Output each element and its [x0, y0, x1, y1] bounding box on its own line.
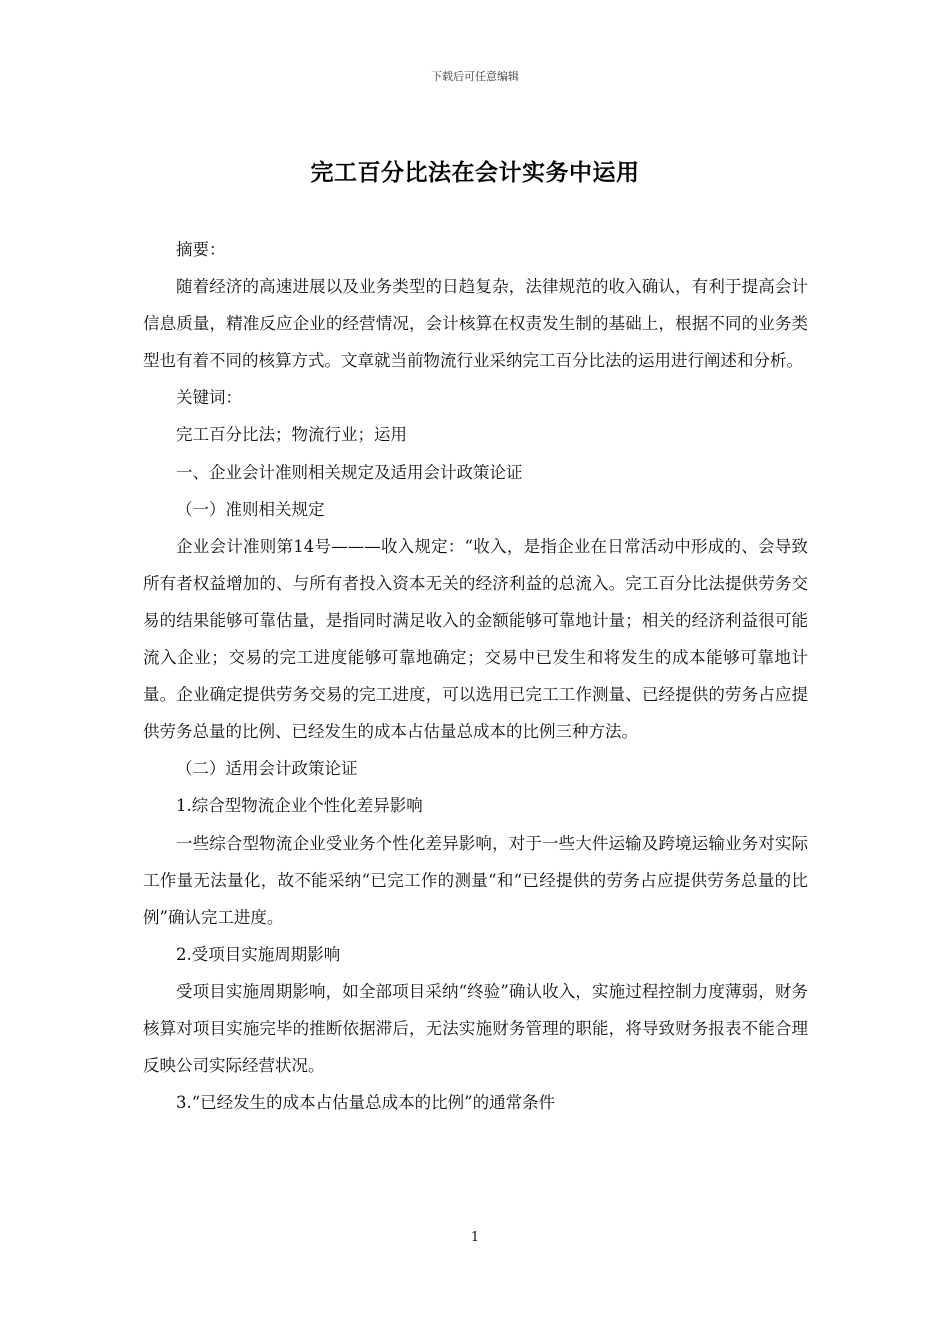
- numbered-heading-3: 3.“已经发生的成本占估量总成本的比例”的通常条件: [176, 1093, 556, 1113]
- subsection-heading-1: （一）准则相关规定: [176, 499, 325, 519]
- page-header-note: 下载后可任意编辑: [431, 70, 519, 83]
- keywords-list: 完工百分比法；物流行业；运用: [176, 425, 407, 445]
- subsection-heading-2: （二）适用会计政策论证: [176, 759, 358, 779]
- body-paragraph: 企业会计准则第14号———收入规定：“收入，是指企业在日常活动中形成的、会导致所有者权益增加的、与所有者投入资本无关的经济利益的总流入。完工百分比法提供劳务交易的结果能够可靠估量，是指同时满足收入的金额能够可靠地计量；相关的经济利益很可能流入企业；交易的完工进度能够可靠地确定；交易中已发生和将发生的成本能够可靠地计量。企业确定提供劳务交易的完工进度，可以选用已完工工作测量、已经提供的劳务占应提供劳务总量的比例、已经发生的成本占估量总成本的比例三种方法。: [143, 536, 808, 742]
- abstract-paragraph: 随着经济的高速进展以及业务类型的日趋复杂，法律规范的收入确认，有利于提高会计信息质量，精准反应企业的经营情况，会计核算在权责发生制的基础上，根据不同的业务类型也有着不同的核算方式。文章就当前物流行业采纳完工百分比法的运用进行阐述和分析。: [143, 277, 808, 371]
- section-heading-1: 一、企业会计准则相关规定及适用会计政策论证: [176, 462, 523, 482]
- keywords-heading: 关键词：: [176, 388, 242, 408]
- body-paragraph: 受项目实施周期影响，如全部项目采纳“终验”确认收入，实施过程控制力度薄弱，财务核算对项目实施完毕的推断依据滞后，无法实施财务管理的职能，将导致财务报表不能合理反映公司实际经营状况。: [143, 981, 808, 1076]
- abstract-heading: 摘要：: [176, 240, 226, 259]
- numbered-heading-2: 2.受项目实施周期影响: [176, 944, 341, 964]
- document-title: 完工百分比法在会计实务中运用: [310, 159, 640, 186]
- page-number: 1: [470, 1230, 480, 1245]
- numbered-heading-1: 1.综合型物流企业个性化差异影响: [176, 796, 423, 816]
- document-body: [143, 231, 808, 1121]
- body-paragraph: 一些综合型物流企业受业务个性化差异影响，对于一些大件运输及跨境运输业务对实际工作量无法量化，故不能采纳“已完工作的测量“和“已经提供的劳务占应提供劳务总量的比例”确认完工进度。: [143, 833, 808, 927]
